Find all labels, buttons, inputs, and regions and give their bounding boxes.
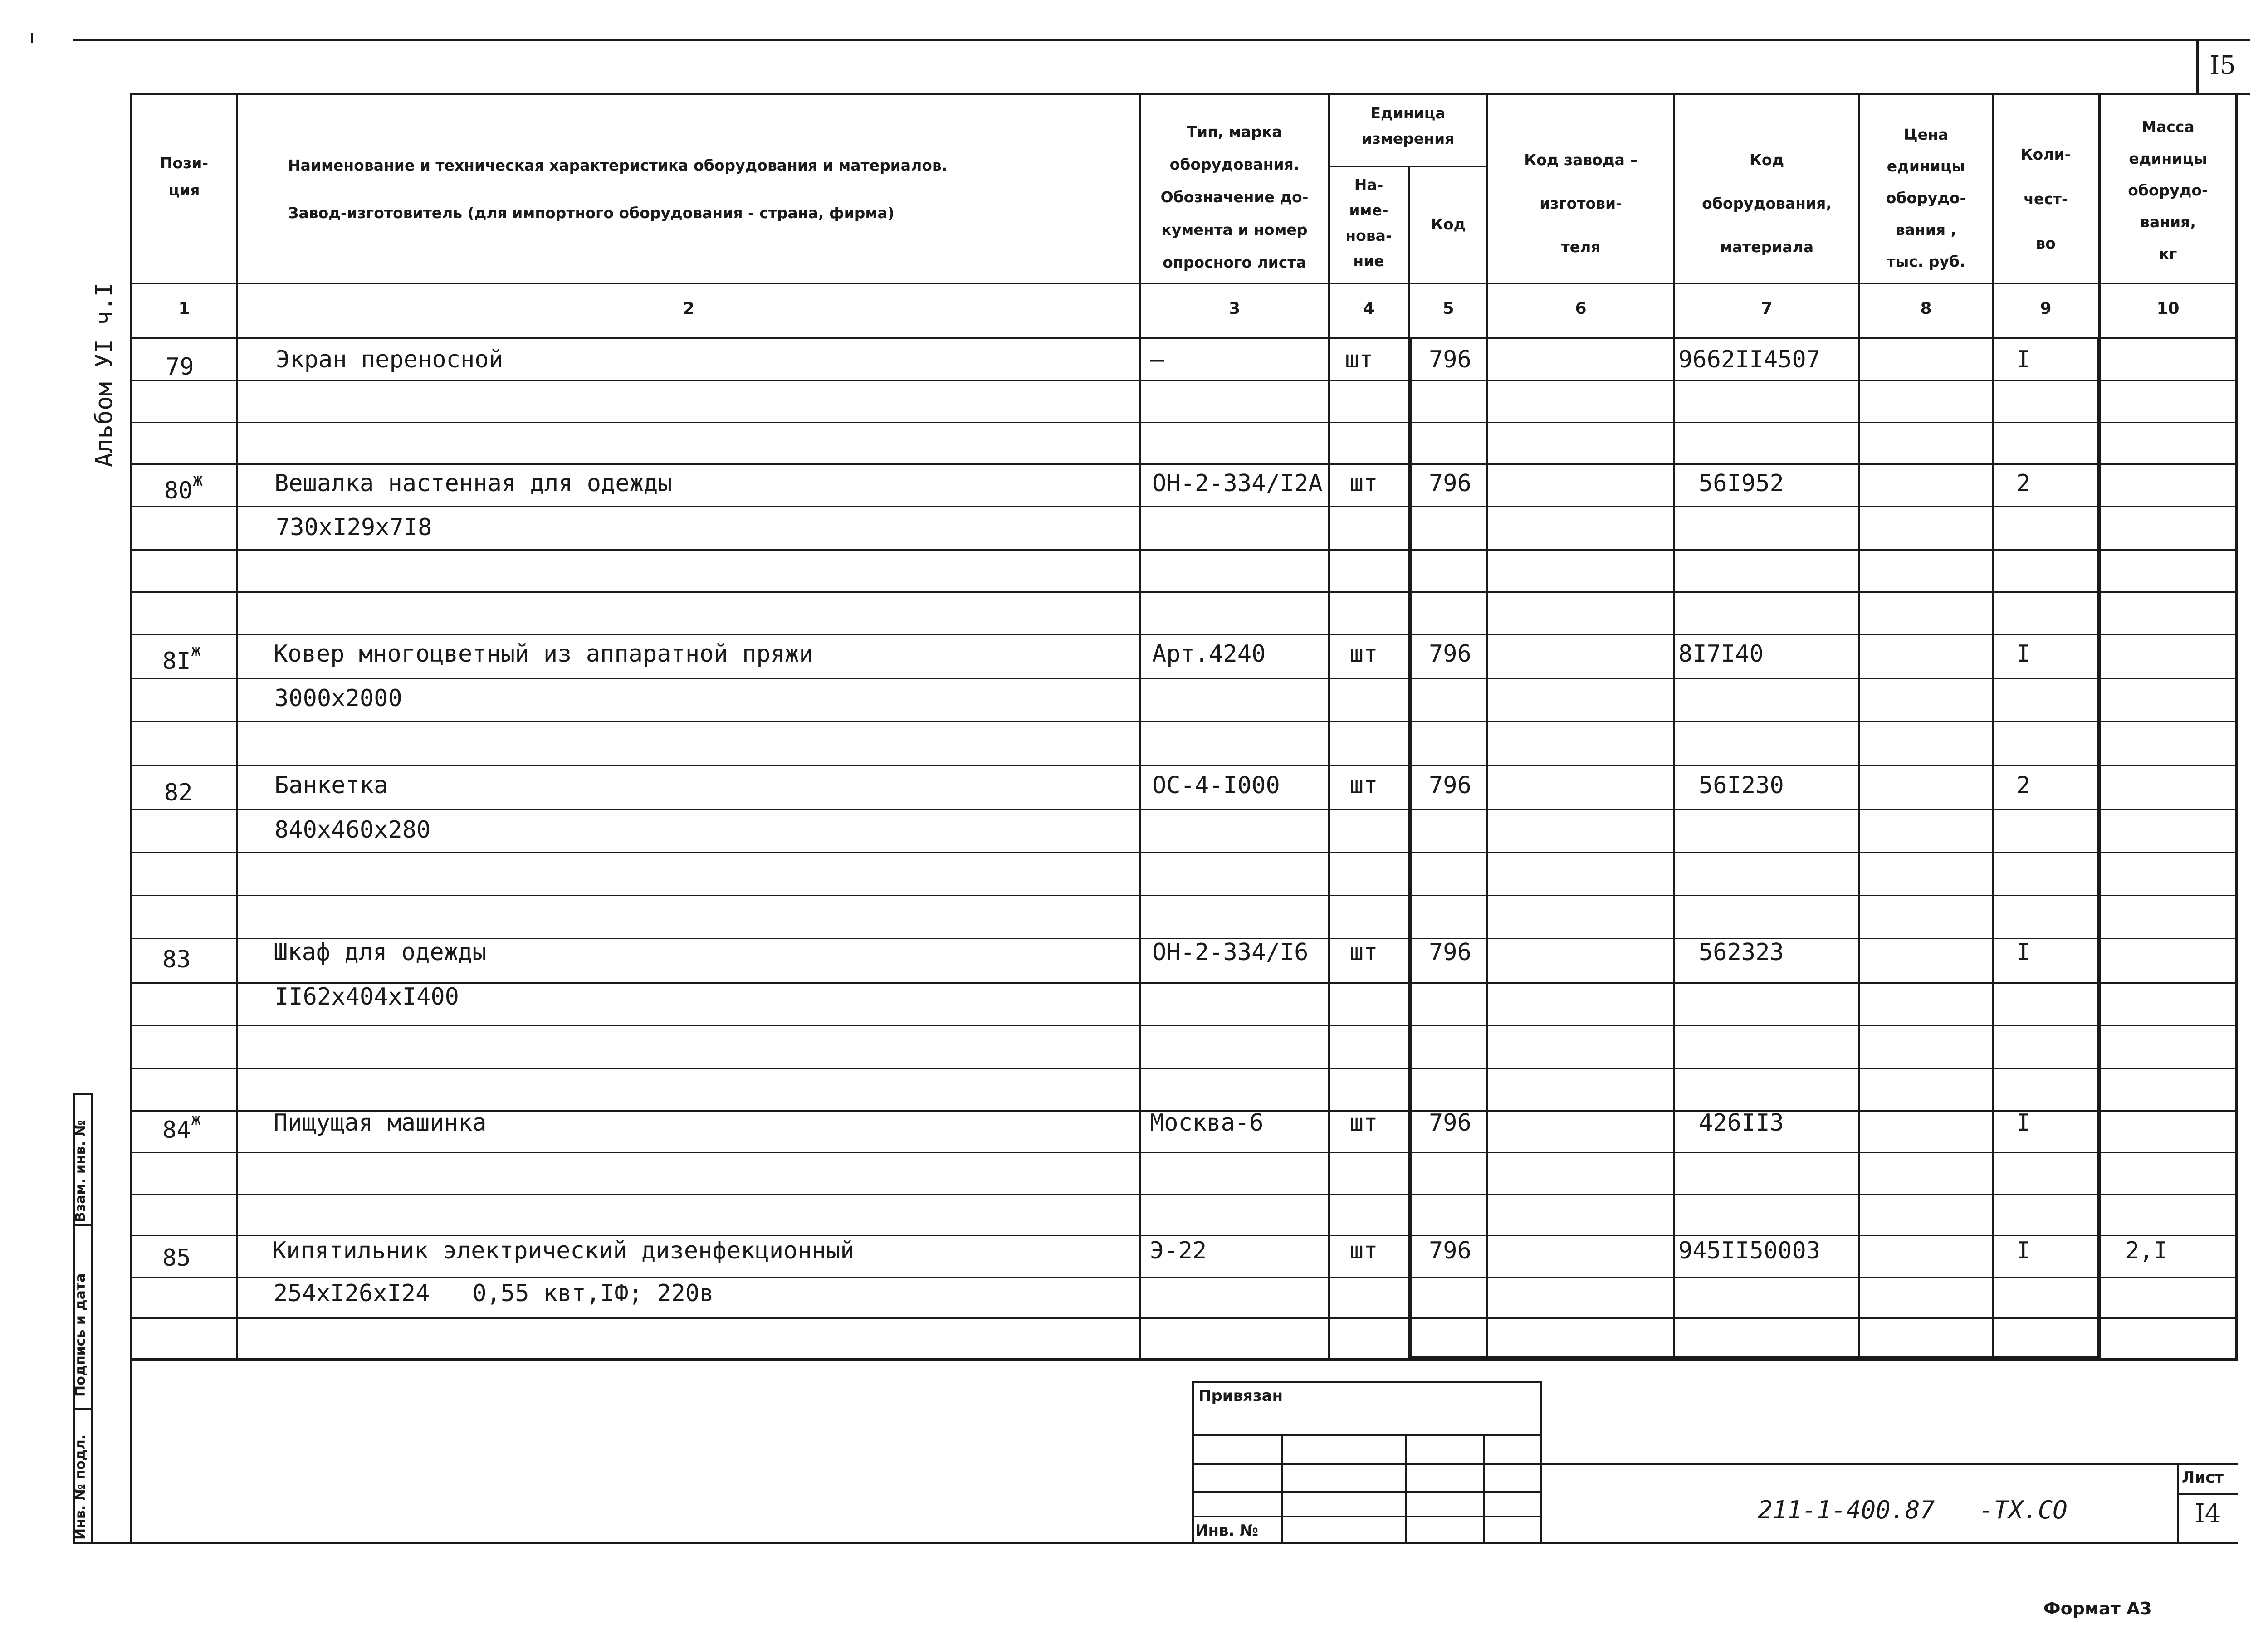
header-type: Тип, марка оборудования. Обозначение до- кумента и номер опросного листа bbox=[1160, 123, 1309, 271]
row-equipment-code: 426II3 bbox=[1699, 1109, 1784, 1136]
row-position: $8I^ж$ bbox=[162, 640, 201, 675]
row-quantity: 2 bbox=[2016, 470, 2031, 497]
header-unit: Единица измерения bbox=[1361, 104, 1455, 147]
row-quantity: 2 bbox=[2016, 772, 2031, 799]
row-subtitle: II62х404хI400 bbox=[274, 983, 459, 1010]
row-quantity: I bbox=[2016, 346, 2031, 373]
podpis-label: Подпись и дата bbox=[73, 1273, 88, 1397]
row-type: ОН-2-334/I6 bbox=[1152, 939, 1309, 966]
col-num-1: 1 bbox=[178, 299, 190, 318]
row-quantity: I bbox=[2016, 939, 2031, 966]
col-num-2: 2 bbox=[683, 299, 695, 318]
col-num-3: 3 bbox=[1228, 299, 1241, 318]
row-position: $80^ж$ bbox=[164, 470, 203, 504]
row-unit-code: 796 bbox=[1429, 640, 1471, 668]
inv-no-label: Инв. № bbox=[1195, 1522, 1259, 1540]
row-unit: шт bbox=[1349, 1237, 1378, 1264]
row-quantity: I bbox=[2016, 640, 2031, 668]
row-position: $84^ж$ bbox=[162, 1109, 201, 1144]
row-position: 82 bbox=[164, 779, 193, 806]
row-unit: шт bbox=[1349, 939, 1378, 966]
row-equipment-code: 56I230 bbox=[1699, 772, 1784, 799]
header-mass: Масса единицы оборудо- вания, кг bbox=[2128, 118, 2208, 263]
document-code: 211-1-400.87 -ТХ.СО bbox=[1758, 1496, 2068, 1524]
header-factory-code: Код завода – изготови- теля bbox=[1524, 151, 1637, 256]
row-unit: шт bbox=[1349, 772, 1378, 799]
top-tick bbox=[31, 33, 33, 43]
row-name: Шкаф для одежды bbox=[274, 939, 487, 966]
header-quantity: Коли- чест- во bbox=[2020, 146, 2071, 252]
header-position: Пози- ция bbox=[160, 154, 209, 199]
col-num-4: 4 bbox=[1363, 299, 1375, 318]
row-position: 85 bbox=[162, 1244, 191, 1272]
inv-podl-label: Инв. № подл. bbox=[73, 1434, 88, 1540]
row-name: Кипятильник электрический дизенфекционный bbox=[272, 1237, 855, 1264]
row-type: Москва-6 bbox=[1150, 1109, 1264, 1136]
row-equipment-code: 8I7I40 bbox=[1678, 640, 1764, 668]
row-mass: 2,I bbox=[2125, 1237, 2168, 1264]
col-num-7: 7 bbox=[1761, 299, 1773, 318]
row-unit: шт bbox=[1349, 470, 1378, 497]
header-bottom-line bbox=[130, 283, 2238, 284]
row-subtitle: 840х460х280 bbox=[274, 816, 431, 844]
row-subtitle: 254хI26хI24 0,55 квт,IФ; 220в bbox=[274, 1280, 714, 1307]
list-number: I4 bbox=[2195, 1499, 2221, 1528]
row-name: Банкетка bbox=[274, 772, 388, 799]
row-equipment-code: 945II50003 bbox=[1678, 1237, 1821, 1264]
row-subtitle: 3000х2000 bbox=[274, 685, 402, 712]
table-top-line bbox=[130, 93, 2238, 95]
col-num-5: 5 bbox=[1442, 299, 1454, 318]
row-type: Э-22 bbox=[1150, 1237, 1207, 1264]
row-quantity: I bbox=[2016, 1237, 2031, 1264]
row-equipment-code: 562323 bbox=[1699, 939, 1784, 966]
header-unit-name: На- име- нова- ние bbox=[1345, 176, 1392, 270]
row-subtitle: 730хI29х7I8 bbox=[276, 514, 432, 541]
header-unit-code: Код bbox=[1431, 215, 1466, 233]
vzam-inv-label: Взам. инв. № bbox=[73, 1120, 88, 1222]
row-unit-code: 796 bbox=[1429, 939, 1471, 966]
row-type: – bbox=[1150, 346, 1164, 373]
col-num-6: 6 bbox=[1575, 299, 1587, 318]
row-position: 79 bbox=[166, 353, 194, 380]
row-type: ОН-2-334/I2А bbox=[1152, 470, 1323, 497]
number-row-bottom-line bbox=[130, 337, 2238, 339]
col-num-9: 9 bbox=[2040, 299, 2052, 318]
row-unit-code: 796 bbox=[1429, 470, 1471, 497]
header-price: Цена единицы оборудо- вания , тыс. руб. bbox=[1886, 126, 1966, 270]
row-type: ОС-4-I000 bbox=[1152, 772, 1280, 799]
header-equipment-code: Код оборудования, материала bbox=[1702, 151, 1832, 256]
row-equipment-code: 9662II4507 bbox=[1678, 346, 1821, 373]
privyazan-label: Привязан bbox=[1198, 1387, 1283, 1405]
header-name: Наименование и техническая характеристика оборудования и материалов. Завод-изготовитель (для импортного оборудования - страна, фирма) bbox=[288, 156, 948, 222]
col-num-10: 10 bbox=[2156, 299, 2180, 318]
col-num-8: 8 bbox=[1920, 299, 1932, 318]
row-unit-code: 796 bbox=[1429, 772, 1471, 799]
row-position: 83 bbox=[162, 946, 191, 973]
row-unit-code: 796 bbox=[1429, 1237, 1471, 1264]
format-label: Формат А3 bbox=[2043, 1599, 2152, 1619]
top-border-line bbox=[73, 39, 2250, 41]
row-unit: шт bbox=[1349, 640, 1378, 668]
row-type: Арт.4240 bbox=[1152, 640, 1266, 668]
row-unit: шт bbox=[1349, 1109, 1378, 1136]
row-name: Вешалка настенная для одежды bbox=[274, 470, 672, 497]
row-unit-code: 796 bbox=[1429, 1109, 1471, 1136]
row-equipment-code: 56I952 bbox=[1699, 470, 1784, 497]
row-name: Ковер многоцветный из аппаратной пряжи bbox=[274, 640, 813, 668]
album-label: Альбом УI ч.I bbox=[91, 283, 118, 467]
row-unit: шт bbox=[1345, 346, 1374, 373]
sheet-number: I5 bbox=[2209, 51, 2236, 80]
list-label: Лист bbox=[2182, 1468, 2224, 1487]
row-name: Экран переносной bbox=[276, 346, 503, 373]
row-quantity: I bbox=[2016, 1109, 2031, 1136]
row-name: Пищущая машинка bbox=[274, 1109, 487, 1136]
row-unit-code: 796 bbox=[1429, 346, 1471, 373]
